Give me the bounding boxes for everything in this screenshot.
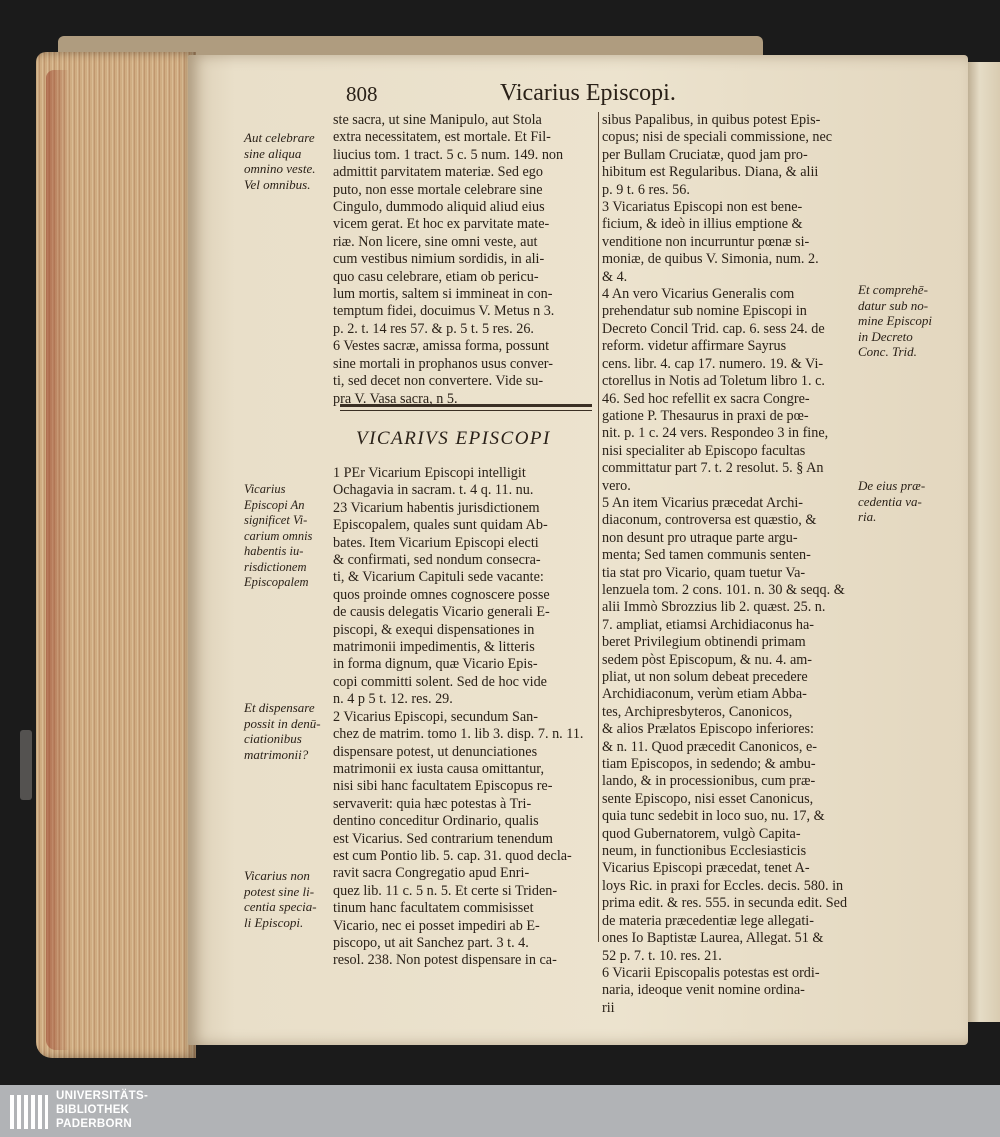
right-column-text <box>602 112 864 1017</box>
library-footer <box>0 1085 1000 1137</box>
text-line: est cum Pontio lib. 5. cap. 31. quod decla- <box>333 847 572 864</box>
text-line: Conc. Trid. <box>858 344 917 359</box>
text-line: & confirmati, sed nondum consecra- <box>333 552 541 569</box>
text-line: copus; nisi de speciali commissione, nec <box>602 129 833 146</box>
text-line: ficium, & ideò in illius emptione & <box>602 216 803 233</box>
margin-note-vicarius-episcopi <box>244 482 338 591</box>
library-name-line: PADERBORN <box>56 1118 132 1130</box>
text-line: cum vestibus nimium sordidis, in ali- <box>333 251 545 268</box>
text-line: rii <box>602 999 615 1016</box>
text-line: omnino veste. <box>244 161 316 176</box>
text-line: gatione P. Thesaurus in praxi de pœ- <box>602 407 809 424</box>
text-line: Ochagavia in sacram. t. 4 q. 11. nu. <box>333 482 534 499</box>
text-line: centia specia- <box>244 899 317 914</box>
library-name <box>56 1089 148 1131</box>
text-line: quo casu celebrare, etiam ob pericu- <box>333 268 539 285</box>
text-line: Vicario, nec ei posset impediri ab E- <box>333 917 540 934</box>
text-line: in forma dignum, quæ Vicario Epis- <box>333 656 538 673</box>
text-line: puto, non esse mortale celebrare sine <box>333 181 543 198</box>
text-line: quez lib. 11 c. 5 n. 5. Et certe si Triden- <box>333 882 558 899</box>
text-line: sente Episcopo, nisi esset Canonicus, <box>602 790 814 807</box>
text-line: Aut celebrare <box>244 130 315 145</box>
text-line: p. 2. t. 14 res 57. & p. 5 t. 5 res. 26. <box>333 320 534 337</box>
text-line: neum, in functionibus Ecclesiasticis <box>602 843 807 860</box>
text-line: De eius præ- <box>858 478 926 493</box>
text-line: tiam Episcopos, in sedendo; & ambu- <box>602 756 816 773</box>
text-line: 4 An vero Vicarius Generalis com <box>602 286 795 303</box>
text-line: de materia præcedentiæ lege allegati- <box>602 912 814 929</box>
text-line: Et comprehē- <box>858 282 928 297</box>
text-line: li Episcopi. <box>244 914 304 930</box>
left-column-section-text <box>333 465 596 970</box>
text-line: mine Episcopi <box>858 313 933 328</box>
margin-note-licentia <box>244 868 338 930</box>
text-line: in Decreto <box>858 328 913 344</box>
text-line: reform. videtur affirmare Sayrus <box>602 338 787 355</box>
text-line: Vicarius Episcopi præcedat, tenet A- <box>602 860 810 877</box>
text-line: copi committi solent. Sed de hoc vide <box>333 673 547 690</box>
text-line: 23 Vicarium habentis jurisdictionem <box>333 499 540 516</box>
section-divider-rule <box>340 404 592 407</box>
text-line: Episcopalem <box>244 575 309 589</box>
text-line: ones Io Baptistæ Laurea, Allegat. 51 & <box>602 930 824 947</box>
text-line: hibitum est Regularibus. Diana, & alii <box>602 164 819 181</box>
text-line: per Bullam Cruciatæ, quod jam pro- <box>602 146 808 163</box>
text-line: p. 9 t. 6 res. 56. <box>602 181 690 198</box>
text-line: Archidiaconum, verùm etiam Abba- <box>602 686 807 703</box>
text-line: moniæ, de quibus V. Simonia, num. 2. <box>602 251 819 268</box>
text-line: non desunt pro utraque parte argu- <box>602 529 798 546</box>
text-line: ti, sed decet non convertere. Vide su- <box>333 373 544 390</box>
text-line: chez de matrim. tomo 1. lib 3. disp. 7. n. 11. <box>333 726 584 743</box>
text-line: ste sacra, ut sine Manipulo, aut Stola <box>333 112 542 128</box>
text-line: risdictionem <box>244 559 307 574</box>
text-line: dentino conceditur Ordinario, qualis <box>333 813 539 830</box>
text-line: sine mortali in prophanos usus conver- <box>333 355 553 372</box>
text-line: Episcopalem, quales sunt quidam Ab- <box>333 517 548 534</box>
text-line: lenzuela tom. 2 cons. 101. n. 30 & seqq. & <box>602 581 845 598</box>
section-divider-rule-thin <box>340 410 592 411</box>
book-clasp <box>20 730 32 800</box>
text-line: vero. <box>602 477 631 494</box>
text-line: matrimonii? <box>244 746 309 762</box>
text-line: prima edit. & res. 555. in secunda edit. Sed <box>602 895 848 912</box>
text-line: Decreto Concil Trid. cap. 6. sess 24. de <box>602 320 825 337</box>
text-line: pra V. Vasa sacra, n 5. <box>333 390 458 407</box>
margin-note-praecedentia <box>858 478 958 525</box>
text-line: matrimonii impedimentis, & litteris <box>333 639 535 656</box>
text-line: 6 Vicarii Episcopalis potestas est ordi- <box>602 964 820 981</box>
text-line: Episcopi An <box>244 497 305 512</box>
text-line: ctorellus in Notis ad Toletum libro 1. c. <box>602 373 825 390</box>
text-line: carium omnis <box>244 528 313 543</box>
text-line: riæ. Non licere, sine omni veste, aut <box>333 233 538 250</box>
text-line: dispensare potest, ut denunciationes <box>333 743 538 760</box>
text-line: 7. ampliat, etiamsi Archidiaconus ha- <box>602 616 814 633</box>
text-line: 6 Vestes sacræ, amissa forma, possunt <box>333 338 550 355</box>
margin-note-dispensare <box>244 700 338 762</box>
text-line: sibus Papalibus, in quibus potest Epis- <box>602 112 821 128</box>
text-line: prehendatur sub nomine Episcopi in <box>602 303 807 320</box>
text-line: habentis iu- <box>244 544 304 558</box>
text-line: loys Ric. in praxi for Eccles. decis. 580. in <box>602 877 844 894</box>
text-line: Vicarius non <box>244 868 310 883</box>
text-line: matrimonii ex iusta causa omittantur, <box>333 760 545 777</box>
text-line: vicem gerat. Et hoc ex parvitate mate- <box>333 216 550 233</box>
margin-note-celebrare <box>244 130 338 192</box>
text-line: ravit sacra Congregatio apud Enri- <box>333 865 530 882</box>
text-line: alii Immò Sbrozzius lib 2. quæst. 25. n. <box>602 599 826 616</box>
text-line: Vel omnibus. <box>244 176 311 192</box>
text-line: servaverit: quia hæc potestas à Tri- <box>333 795 532 812</box>
text-line: Vicarius <box>244 482 286 496</box>
text-line: & 4. <box>602 268 628 285</box>
column-divider <box>598 112 599 942</box>
text-line: lando, & in processionibus, cum præ- <box>602 773 816 790</box>
text-line: cedentia va- <box>858 493 922 509</box>
page-edges-tint <box>46 70 68 1050</box>
text-line: quia tunc sedebit in loco suo, nu. 17, & <box>602 808 825 825</box>
text-line: nisi sibi hanc facultatem Episcopus re- <box>333 778 553 795</box>
text-line: 5 An item Vicarius præcedat Archi- <box>602 494 804 511</box>
facing-page-edge <box>966 62 1000 1022</box>
text-line: 2 Vicarius Episcopi, secundum San- <box>333 708 538 725</box>
text-line: sine aliqua <box>244 145 302 161</box>
text-line: piscopi, & exequi dispensationes in <box>333 621 535 638</box>
text-line: temptum fidei, docuimus V. Metus n 3. <box>333 303 555 320</box>
text-line: tes, Archipresbyteros, Canonicos, <box>602 703 793 720</box>
text-line: pliat, ut non solum debeat precedere <box>602 669 808 685</box>
margin-note-comprehendatur <box>858 282 958 360</box>
text-line: significet Vi- <box>244 513 308 527</box>
text-line: lum mortis, saltem si immineat in con- <box>333 286 553 303</box>
text-line: diaconum, controversa est quæstio, & <box>602 512 817 529</box>
text-line: 3 Vicariatus Episcopi non est bene- <box>602 199 803 216</box>
library-name-line: UNIVERSITÄTS- <box>56 1090 149 1102</box>
text-line: ciationibus <box>244 731 302 746</box>
text-line: de causis delegatis Vicario generali E- <box>333 604 550 621</box>
page-number: 808 <box>346 82 378 106</box>
text-line: menta; Sed tamen communis senten- <box>602 547 811 564</box>
text-line: potest sine li- <box>244 883 315 899</box>
text-line: liucius tom. 1 tract. 5 c. 5 num. 149. non <box>333 146 564 163</box>
text-line: quos proinde omnes cognoscere posse <box>333 586 550 603</box>
text-line: venditione non incurruntur pœnæ si- <box>602 233 810 250</box>
text-line: 46. Sed hoc refellit ex sacra Congre- <box>602 390 810 407</box>
left-column-top-text <box>333 112 596 408</box>
library-logo-icon <box>8 1091 50 1133</box>
text-line: 52 p. 7. t. 10. res. 21. <box>602 947 722 964</box>
text-line: resol. 238. Non potest dispensare in ca- <box>333 952 557 969</box>
section-title: VICARIVS EPISCOPI <box>356 428 551 449</box>
text-line: piscopo, ut ait Sanchez part. 3 t. 4. <box>333 934 529 951</box>
library-name-line: BIBLIOTHEK <box>56 1104 130 1116</box>
text-line: tia stat pro Vicario, quam tuetur Va- <box>602 564 806 581</box>
text-line: Cingulo, dummodo aliquid aliud eius <box>333 199 545 216</box>
text-line: beret Privilegium obtinendi primam <box>602 634 806 651</box>
text-line: & alios Prælatos Episcopo inferiores: <box>602 721 814 738</box>
text-line: sedem pòst Episcopum, & nu. 4. am- <box>602 651 813 668</box>
text-line: & n. 11. Quod præcedit Canonicos, e- <box>602 738 818 755</box>
text-line: 1 PEr Vicarium Episcopi intelligit <box>333 465 526 481</box>
text-line: possit in denū- <box>244 715 321 731</box>
text-line: admittit parvitatem materiæ. Sed ego <box>333 164 543 181</box>
text-line: ria. <box>858 509 877 524</box>
text-line: cens. libr. 4. cap 17. numero. 19. & Vi- <box>602 355 824 372</box>
text-line: bates. Item Vicarium Episcopi electi <box>333 534 539 551</box>
text-line: est Vicarius. Sed contrarium tenendum <box>333 830 553 847</box>
text-line: tinum hanc facultatem commisisset <box>333 900 534 917</box>
text-line: naria, ideoque venit nomine ordina- <box>602 982 805 999</box>
text-line: extra necessitatem, est mortale. Et Fil- <box>333 129 551 146</box>
text-line: n. 4 p 5 t. 12. res. 29. <box>333 691 453 708</box>
text-line: ti, & Vicarium Capituli sede vacante: <box>333 569 544 586</box>
text-line: Et dispensare <box>244 700 315 715</box>
text-line: datur sub no- <box>858 297 929 313</box>
text-line: committatur part 7. t. 2 resolut. 5. § An <box>602 460 824 477</box>
text-line: nisi specialiter ab Episcopo facultas <box>602 442 806 459</box>
running-head: Vicarius Episcopi. <box>500 80 676 106</box>
text-line: quod Gubernatorem, vulgò Capita- <box>602 825 801 842</box>
text-line: nit. p. 1 c. 24 vers. Respondeo 3 in fine, <box>602 425 829 442</box>
